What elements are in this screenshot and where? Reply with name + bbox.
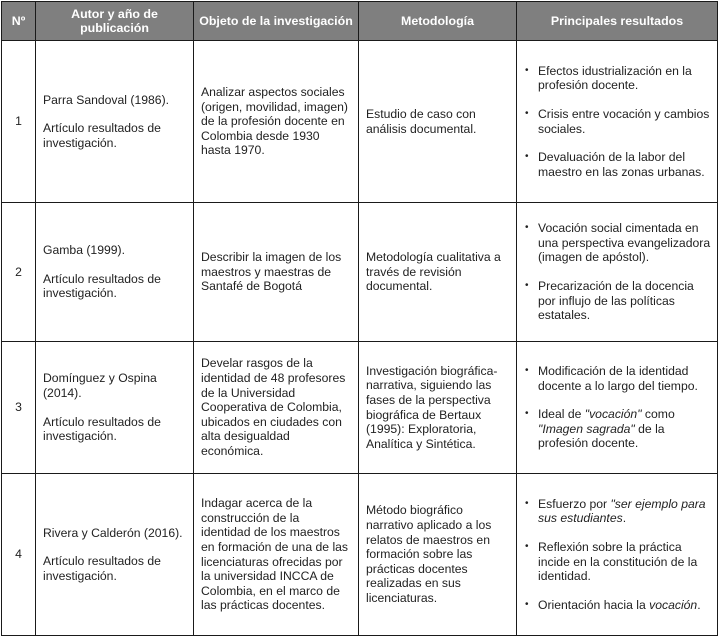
methodology-cell: Estudio de caso con análisis documental.	[359, 41, 517, 203]
header-results: Principales resultados	[517, 2, 718, 41]
table-row	[2, 203, 718, 342]
header-author: Autor y año de publicación	[36, 2, 194, 41]
row-number: 4	[2, 474, 36, 636]
header-objective: Objeto de la investigación	[194, 2, 359, 41]
row-number: 2	[2, 203, 36, 342]
objective-cell: Indagar acerca de la construcción de la identidad de los maestros en formación de una de las licenciaturas ofrecidas por la universidad INCCA de Colombia, en el marco de las prácticas docentes.	[194, 474, 359, 636]
results-cell	[517, 41, 718, 203]
row-number: 3	[2, 342, 36, 474]
methodology-cell: Método biográfico narrativo aplicado a los relatos de maestros en formación sobre las prácticas docentes realizadas en sus licenciaturas.	[359, 474, 517, 636]
objective-cell: Analizar aspectos sociales (origen, movilidad, imagen) de la profesión docente en Colombia desde 1930 hasta 1970.	[194, 41, 359, 203]
result-item: • Vocación social cimentada en una perspectiva evangelizadora (imagen de apóstol).	[524, 221, 711, 265]
header-methodology: Metodología	[359, 2, 517, 41]
result-item: • Orientación hacia la vocación.	[524, 598, 711, 613]
table-row	[2, 342, 718, 474]
author-name: Domínguez y Ospina (2014).	[43, 371, 157, 400]
row-number: 1	[2, 41, 36, 203]
result-item: • Modificación de la identidad docente a lo largo del tiempo.	[524, 364, 711, 393]
result-item: • Efectos idustrialización en la profesión docente.	[524, 64, 711, 93]
methodology-cell: Investigación biográfica-narrativa, siguiendo las fases de la perspectiva biográfica de Bertaux (1995): Exploratoria, Analítica y Sintética.	[359, 342, 517, 474]
results-cell	[517, 203, 718, 342]
author-cell	[36, 342, 194, 474]
table-row	[2, 474, 718, 636]
publication-type: Artículo resultados de investigación.	[43, 414, 161, 444]
result-item: • Reflexión sobre la práctica incide en la constitución de la identidad.	[524, 540, 711, 584]
result-item: • Crisis entre vocación y cambios sociales.	[524, 107, 711, 136]
objective-cell: Describir la imagen de los maestros y maestras de Santafé de Bogotá	[194, 203, 359, 342]
publication-type: Artículo resultados de investigación.	[43, 121, 161, 150]
results-cell	[517, 474, 718, 636]
author-name: Parra Sandoval (1986).	[43, 92, 170, 107]
publication-type: Artículo resultados de investigación.	[43, 554, 161, 583]
results-cell	[517, 342, 718, 474]
author-name: Gamba (1999).	[43, 243, 125, 258]
author-name: Rivera y Calderón (2016).	[43, 525, 183, 540]
result-item: • Ideal de "vocación" como "Imagen sagrada" de la profesión docente.	[524, 407, 711, 451]
header-row	[2, 2, 718, 41]
result-item: • Devaluación de la labor del maestro en las zonas urbanas.	[524, 150, 711, 179]
header-num: Nº	[2, 2, 36, 41]
table-row	[2, 41, 718, 203]
result-item: • Esfuerzo por "ser ejemplo para sus estudiantes.	[524, 497, 711, 526]
literature-review-table	[1, 1, 718, 636]
objective-cell: Develar rasgos de la identidad de 48 profesores de la Universidad Cooperativa de Colombia, ubicados en ciudades con alta desigualdad económica.	[194, 342, 359, 474]
author-cell	[36, 203, 194, 342]
author-cell	[36, 41, 194, 203]
result-item: • Precarización de la docencia por influjo de las políticas estatales.	[524, 279, 711, 323]
methodology-cell: Metodología cualitativa a través de revisión documental.	[359, 203, 517, 342]
author-cell	[36, 474, 194, 636]
publication-type: Artículo resultados de investigación.	[43, 271, 161, 301]
